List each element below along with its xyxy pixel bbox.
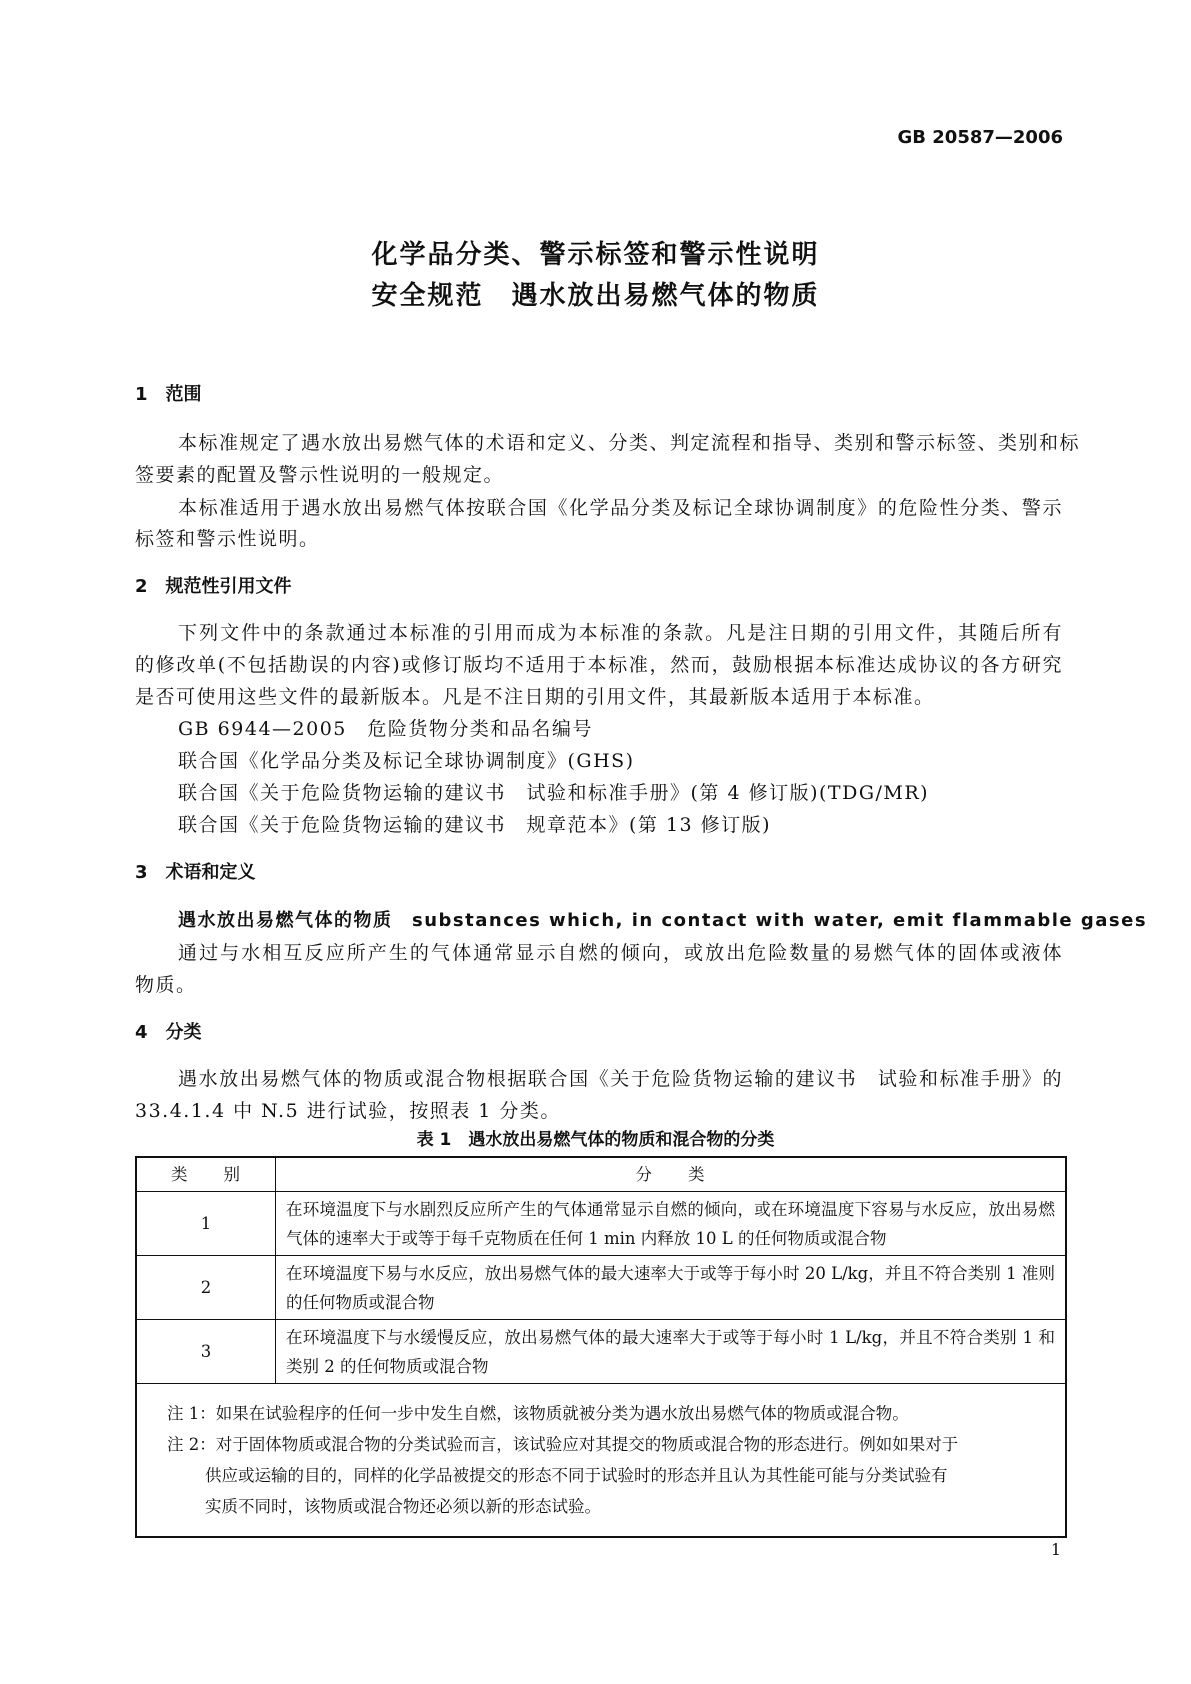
table-notes	[136, 1384, 1066, 1538]
paragraph-line: 是否可使用这些文件的最新版本。凡是不注日期的引用文件，其最新版本适用于本标准。	[135, 686, 935, 708]
table-header-row	[136, 1157, 1066, 1192]
note-label: 注 1：	[167, 1404, 216, 1423]
section-3-heading: 3 术语和定义	[135, 862, 256, 883]
term-title: 遇水放出易燃气体的物质 substances which, in contact with water, emit flammable gases	[178, 910, 1148, 931]
classification-table	[135, 1156, 1067, 1538]
note-text: 实质不同时，该物质或混合物还必须以新的形态试验。	[205, 1497, 601, 1516]
description-cell: 在环境温度下与水剧烈反应所产生的气体通常显示自燃的倾向，或在环境温度下容易与水反应，放出易燃气体的速率大于或等于每千克物质在任何 1 min 内释放 10 L 的任何物质或混合物	[276, 1192, 1067, 1256]
category-cell: 2	[136, 1256, 276, 1320]
note-1	[167, 1398, 1035, 1429]
note-text: 对于固体物质或混合物的分类试验而言，该试验应对其提交的物质或混合物的形态进行。例如如果对于	[215, 1435, 959, 1454]
category-cell: 1	[136, 1192, 276, 1256]
note-2	[167, 1429, 1035, 1522]
section-4-heading: 4 分类	[135, 1022, 202, 1043]
column-header-classification: 分 类	[276, 1157, 1067, 1192]
paragraph-line: 签要素的配置及警示性说明的一般规定。	[135, 464, 505, 486]
section-1-heading: 1 范围	[135, 384, 202, 405]
category-cell: 3	[136, 1320, 276, 1384]
table-caption: 表 1 遇水放出易燃气体的物质和混合物的分类	[416, 1130, 775, 1150]
reference-item: 联合国《关于危险货物运输的建议书 试验和标准手册》(第 4 修订版)(TDG/MR)	[178, 782, 930, 804]
note-text: 如果在试验程序的任何一步中发生自燃，该物质就被分类为遇水放出易燃气体的物质或混合物。	[215, 1404, 909, 1423]
note-label: 注 2：	[167, 1435, 216, 1454]
paragraph-line: 33.4.1.4 中 N.5 进行试验，按照表 1 分类。	[135, 1100, 561, 1122]
standard-number: GB 20587—2006	[897, 127, 1063, 148]
title-line-2: 安全规范 遇水放出易燃气体的物质	[371, 281, 820, 311]
paragraph-line: 通过与水相互反应所产生的气体通常显示自燃的倾向，或放出危险数量的易燃气体的固体或液体	[178, 942, 1063, 964]
table-row	[136, 1320, 1066, 1384]
paragraph-line: 本标准规定了遇水放出易燃气体的术语和定义、分类、判定流程和指导、类别和警示标签、类别和标	[178, 432, 1081, 454]
paragraph-line: 物质。	[135, 974, 197, 996]
paragraph-line: 本标准适用于遇水放出易燃气体按联合国《化学品分类及标记全球协调制度》的危险性分类、警示	[178, 497, 1063, 519]
note-text: 供应或运输的目的，同样的化学品被提交的形态不同于试验时的形态并且认为其性能可能与分类试验有	[205, 1466, 948, 1485]
description-cell: 在环境温度下易与水反应，放出易燃气体的最大速率大于或等于每小时 20 L/kg，并且不符合类别 1 准则的任何物质或混合物	[276, 1256, 1067, 1320]
reference-item: 联合国《化学品分类及标记全球协调制度》(GHS)	[178, 750, 635, 772]
paragraph-line: 标签和警示性说明。	[135, 528, 320, 550]
page-number: 1	[1050, 1540, 1061, 1559]
paragraph-line: 的修改单(不包括勘误的内容)或修订版均不适用于本标准，然而，鼓励根据本标准达成协议的各方研究	[135, 654, 1063, 676]
table-row	[136, 1256, 1066, 1320]
title-line-1: 化学品分类、警示标签和警示性说明	[371, 240, 820, 270]
column-header-category: 类 别	[136, 1157, 276, 1192]
description-cell: 在环境温度下与水缓慢反应，放出易燃气体的最大速率大于或等于每小时 1 L/kg，并且不符合类别 1 和类别 2 的任何物质或混合物	[276, 1320, 1067, 1384]
reference-item: 联合国《关于危险货物运输的建议书 规章范本》(第 13 修订版)	[178, 814, 772, 836]
reference-item: GB 6944—2005 危险货物分类和品名编号	[178, 718, 593, 740]
table-row	[136, 1192, 1066, 1256]
section-2-heading: 2 规范性引用文件	[135, 576, 292, 597]
table-notes-row	[136, 1384, 1066, 1538]
paragraph-line: 下列文件中的条款通过本标准的引用而成为本标准的条款。凡是注日期的引用文件，其随后所有	[178, 622, 1063, 644]
paragraph-line: 遇水放出易燃气体的物质或混合物根据联合国《关于危险货物运输的建议书 试验和标准手册》的	[178, 1068, 1063, 1090]
